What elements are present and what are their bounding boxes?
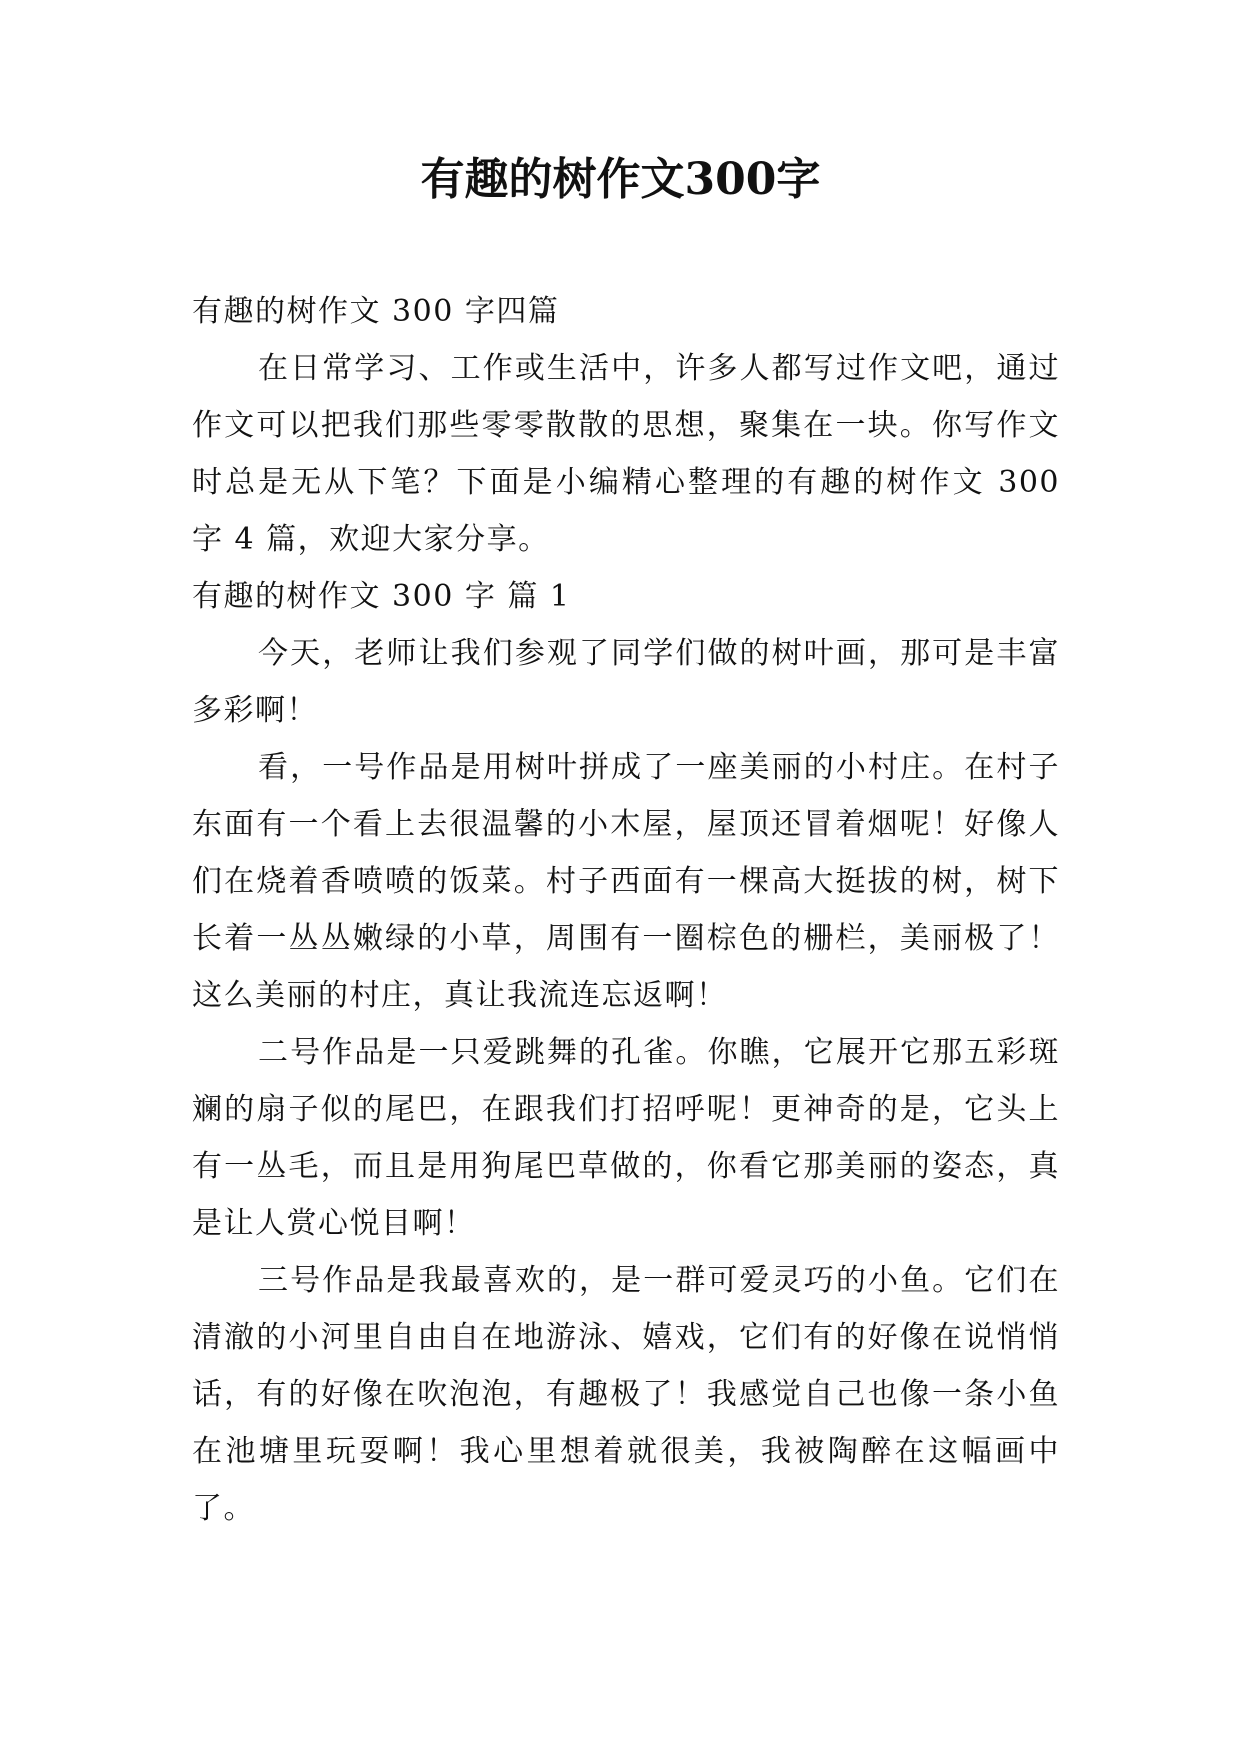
body-paragraph: 看，一号作品是用树叶拼成了一座美丽的小村庄。在村子东面有一个看上去很温馨的小木屋，屋顶还冒着烟呢！好像人们在烧着香喷喷的饭菜。村子西面有一棵高大挺拔的树，树下长着一丛丛嫩绿的小草，周围有一圈棕色的栅栏，美丽极了！这么美丽的村庄，真让我流连忘返啊！	[192, 750, 1060, 1013]
intro-paragraph: 在日常学习、工作或生活中，许多人都写过作文吧，通过作文可以把我们那些零零散散的思想，聚集在一块。你写作文时总是无从下笔？下面是小编精心整理的有趣的树作文 300 字 4 篇，欢迎大家分享。	[192, 351, 1060, 557]
body-paragraph: 二号作品是一只爱跳舞的孔雀。你瞧，它展开它那五彩斑斓的扇子似的尾巴，在跟我们打招呼呢！更神奇的是，它头上有一丛毛，而且是用狗尾巴草做的，你看它那美丽的姿态，真是让人赏心悦目啊！	[192, 1035, 1060, 1241]
document-subtitle: 有趣的树作文 300 字四篇	[192, 294, 560, 329]
document-body	[192, 283, 1060, 1537]
section-heading: 有趣的树作文 300 字 篇 1	[192, 579, 571, 614]
body-paragraph: 今天，老师让我们参观了同学们做的树叶画，那可是丰富多彩啊！	[192, 636, 1060, 728]
document-title: 有趣的树作文300字	[420, 154, 821, 205]
body-paragraph: 三号作品是我最喜欢的，是一群可爱灵巧的小鱼。它们在清澈的小河里自由自在地游泳、嬉戏，它们有的好像在说悄悄话，有的好像在吹泡泡，有趣极了！我感觉自己也像一条小鱼在池塘里玩耍啊！我心里想着就很美，我被陶醉在这幅画中了。	[192, 1263, 1060, 1526]
